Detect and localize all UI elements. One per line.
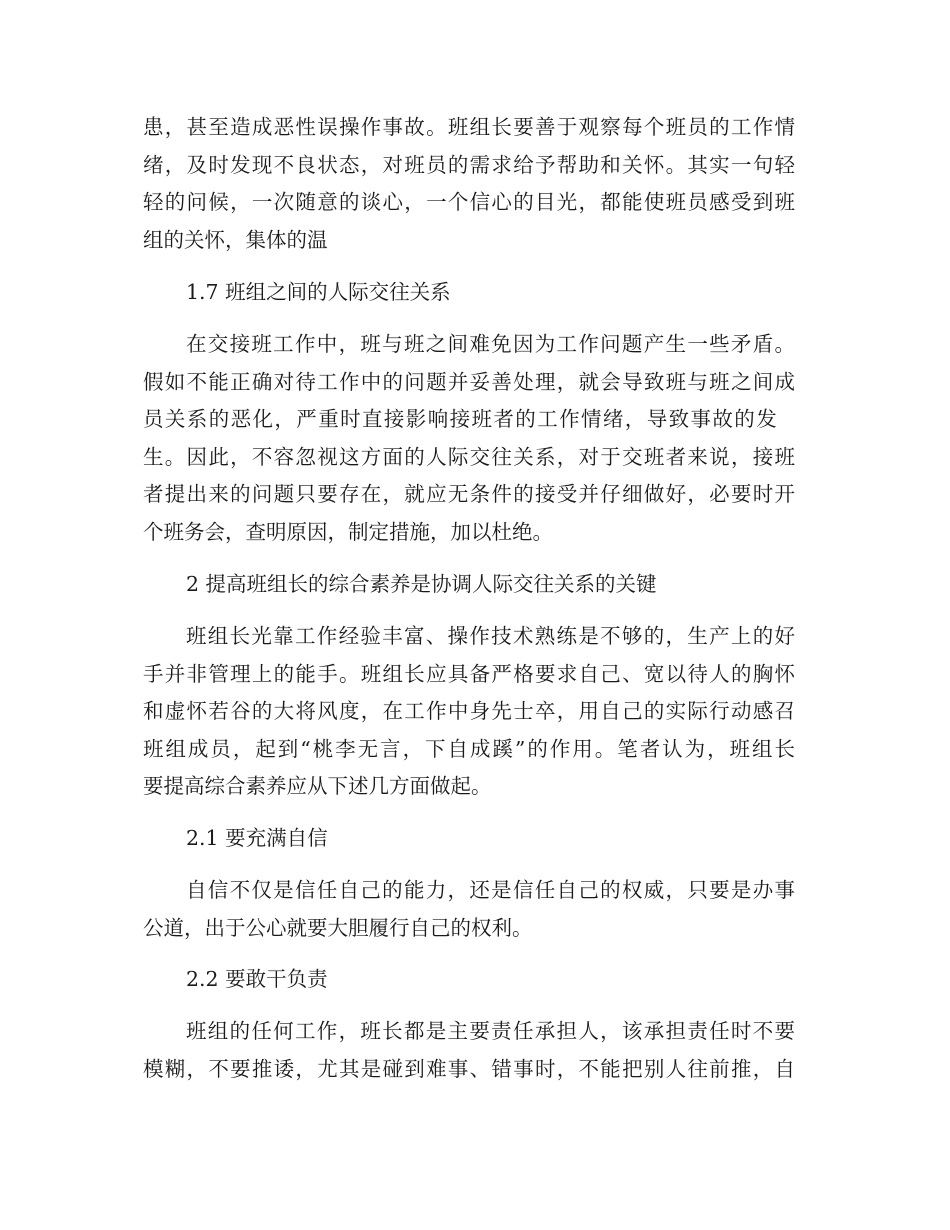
paragraph-line: 在交接班工作中，班与班之间难免因为工作问题产生一些矛盾。	[186, 332, 795, 356]
paragraph-line: 和虚怀若谷的大将风度，在工作中身先士卒，用自己的实际行动感召	[143, 699, 795, 723]
section-heading: 2.1 要充满自信	[186, 826, 328, 850]
paragraph-line: 班组成员，起到“桃李无言，下自成蹊”的作用。笔者认为，班组长	[143, 737, 795, 761]
paragraph-line: 公道，出于公心就要大胆履行自己的权利。	[143, 916, 533, 940]
section-heading: 2 提高班组长的综合素养是协调人际交往关系的关键	[186, 572, 657, 596]
paragraph-line: 者提出来的问题只要存在，就应无条件的接受并仔细做好，必要时开	[143, 482, 795, 506]
paragraph-line: 员关系的恶化，严重时直接影响接班者的工作情绪，导致事故的发	[143, 407, 779, 431]
paragraph-line: 组的关怀，集体的温	[143, 228, 328, 252]
section-heading: 1.7 班组之间的人际交往关系	[186, 280, 451, 304]
paragraph-line: 自信不仅是信任自己的能力，还是信任自己的权威，只要是办事	[186, 878, 795, 902]
paragraph-line: 患，甚至造成恶性误操作事故。班组长要善于观察每个班员的工作情	[143, 115, 795, 139]
paragraph-line: 绪，及时发现不良状态，对班员的需求给予帮助和关怀。其实一句轻	[143, 153, 795, 177]
paragraph-line: 生。因此，不容忽视这方面的人际交往关系，对于交班者来说，接班	[143, 445, 795, 469]
paragraph-line: 班组长光靠工作经验丰富、操作技术熟练是不够的，生产上的好	[186, 624, 795, 648]
paragraph-line: 假如不能正确对待工作中的问题并妥善处理，就会导致班与班之间成	[143, 370, 795, 394]
paragraph-line: 班组的任何工作，班长都是主要责任承担人，该承担责任时不要	[186, 1019, 795, 1043]
paragraph-line: 个班务会，查明原因，制定措施，加以杜绝。	[143, 520, 553, 544]
paragraph-line: 轻的问候，一次随意的谈心，一个信心的目光，都能使班员感受到班	[143, 190, 795, 214]
section-heading: 2.2 要敢干负责	[186, 967, 328, 991]
paragraph-line: 要提高综合素养应从下述几方面做起。	[143, 774, 492, 798]
paragraph-line: 模糊，不要推诿，尤其是碰到难事、错事时，不能把别人往前推，自	[143, 1057, 795, 1081]
paragraph-line: 手并非管理上的能手。班组长应具备严格要求自己、宽以待人的胸怀	[143, 662, 795, 686]
